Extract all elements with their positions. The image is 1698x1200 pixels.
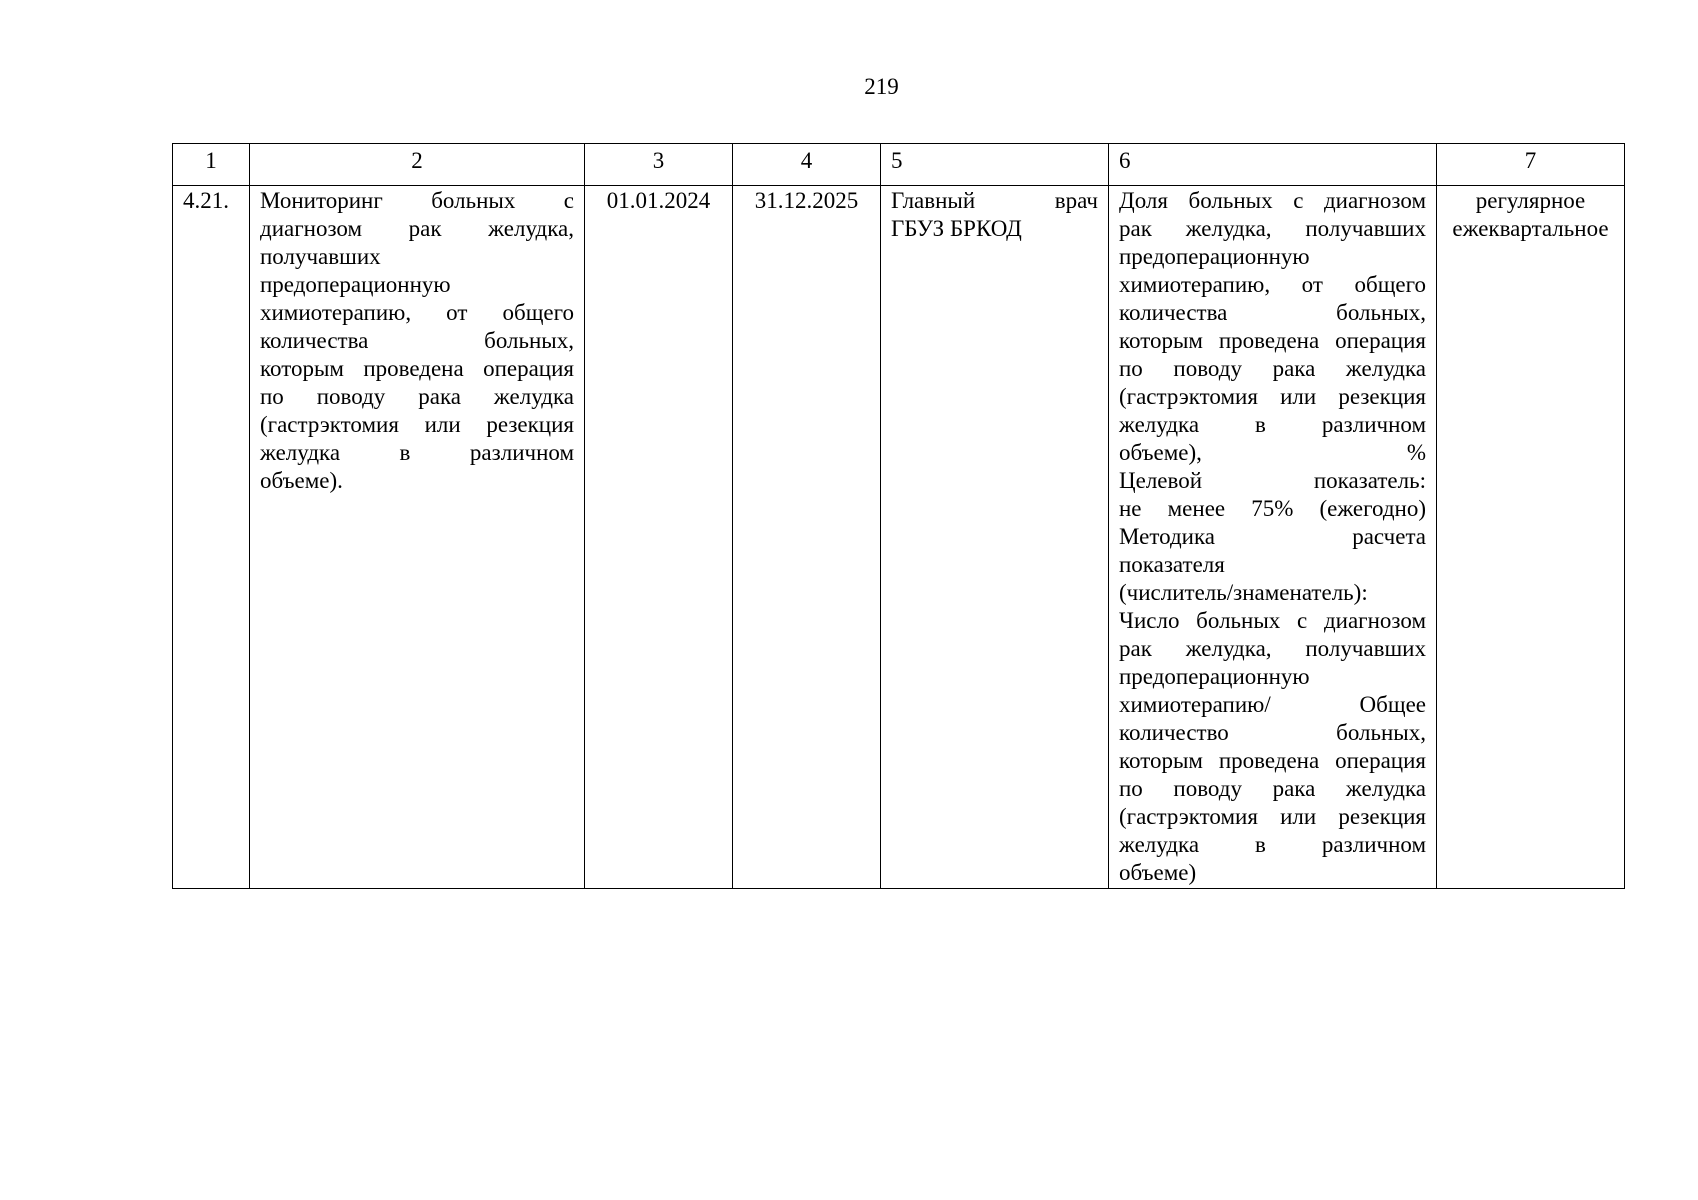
header-col-5: 5: [881, 144, 1109, 186]
cell-text-line: химиотерапию, от общего: [1119, 272, 1426, 297]
cell-text-line: объеме): [1119, 860, 1197, 885]
table-header-row: [173, 144, 1625, 186]
table-row: [173, 186, 1625, 889]
cell-text-line: которым проведена операция: [1119, 328, 1426, 353]
cell-text-line: желудка в различном: [1119, 412, 1426, 437]
cell-text-line: (гастрэктомия или резекция: [1119, 384, 1426, 409]
cell-text-line: Главный врач: [891, 188, 1098, 213]
cell-text-line: которым проведена операция: [260, 356, 574, 381]
cell-text-line: объеме).: [260, 468, 343, 493]
cell-text-line: Целевой показатель:: [1119, 468, 1426, 493]
cell-text-line: Методика расчета: [1119, 524, 1426, 549]
cell-text-line: предоперационную: [260, 272, 451, 297]
description-cell: [250, 186, 585, 889]
cell-text-line: рак желудка, получавших: [1119, 636, 1426, 661]
indicator-cell: [1109, 186, 1437, 889]
header-col-3: 3: [585, 144, 733, 186]
responsible-cell: [881, 186, 1109, 889]
header-col-2: 2: [250, 144, 585, 186]
cell-text-line: по поводу рака желудка: [1119, 356, 1426, 381]
cell-text-line: не менее 75% (ежегодно): [1119, 496, 1426, 521]
cell-text-line: Число больных с диагнозом: [1119, 608, 1426, 633]
cell-text-line: которым проведена операция: [1119, 748, 1426, 773]
header-col-1: 1: [173, 144, 250, 186]
cell-text-line: предоперационную: [1119, 664, 1310, 689]
cell-text-line: желудка в различном: [260, 440, 574, 465]
cell-text-line: показателя: [1119, 552, 1225, 577]
cell-text-line: химиотерапию/ Общее: [1119, 692, 1426, 717]
cell-text-line: Доля больных с диагнозом: [1119, 188, 1426, 213]
cell-text-line: регулярное: [1475, 188, 1586, 213]
cell-text-line: предоперационную: [1119, 244, 1310, 269]
frequency-cell: [1437, 186, 1625, 889]
cell-text-line: количества больных,: [260, 328, 574, 353]
cell-text-line: желудка в различном: [1119, 832, 1426, 857]
header-col-6: 6: [1109, 144, 1437, 186]
cell-text-line: диагнозом рак желудка,: [260, 216, 574, 241]
cell-text-line: количество больных,: [1119, 720, 1426, 745]
header-col-7: 7: [1437, 144, 1625, 186]
cell-text-line: количества больных,: [1119, 300, 1426, 325]
cell-text-line: (гастрэктомия или резекция: [260, 412, 574, 437]
cell-text-line: ежеквартальное: [1452, 216, 1609, 241]
cell-text-line: ГБУЗ БРКОД: [891, 216, 1022, 241]
cell-text-line: химиотерапию, от общего: [260, 300, 574, 325]
cell-text-line: Мониторинг больных с: [260, 188, 574, 213]
cell-text-line: (числитель/знаменатель):: [1119, 580, 1368, 605]
cell-text-line: объеме), %: [1119, 440, 1426, 465]
row-number-cell: 4.21.: [173, 186, 250, 889]
cell-text-line: (гастрэктомия или резекция: [1119, 804, 1426, 829]
cell-text-line: получавших: [260, 244, 381, 269]
start-date-cell: 01.01.2024: [585, 186, 733, 889]
cell-text-line: по поводу рака желудка: [260, 384, 574, 409]
cell-text-line: рак желудка, получавших: [1119, 216, 1426, 241]
measures-table: [172, 143, 1625, 889]
end-date-cell: 31.12.2025: [733, 186, 881, 889]
cell-text-line: по поводу рака желудка: [1119, 776, 1426, 801]
page-number: 219: [864, 74, 899, 99]
header-col-4: 4: [733, 144, 881, 186]
